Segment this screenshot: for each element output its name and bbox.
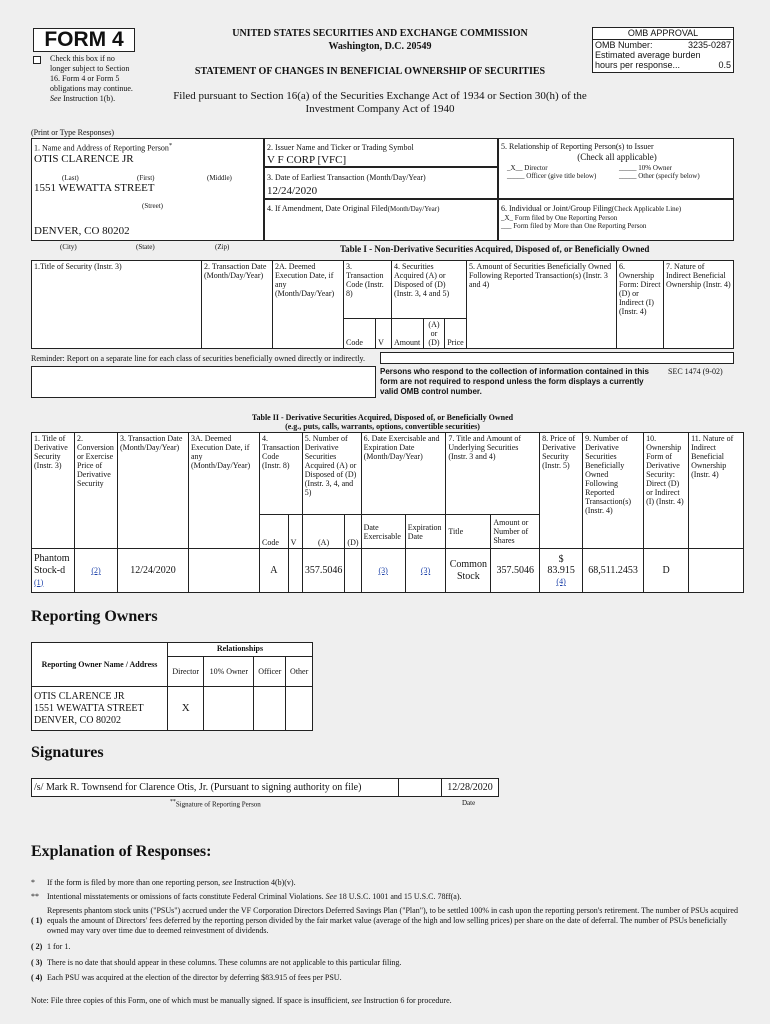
relationship-label: 5. Relationship of Reporting Person(s) to Issuer [501, 142, 654, 151]
signature-table [31, 778, 499, 797]
filed-pursuant-line1: Filed pursuant to Section 16(a) of the Securities Exchange Act of 1934 or Section 30(h) of the [173, 90, 587, 102]
print-type-note: (Print or Type Responses) [31, 128, 115, 137]
footnote-link-2[interactable]: (2) [91, 566, 101, 575]
t2-row-underlying-title: Common Stock [446, 549, 491, 593]
ro-owner-address: OTIS CLARENCE JR 1551 WEWATTA STREET DENVER, CO 80202 [32, 687, 168, 731]
rel-other: _____ Other (specify below) [619, 172, 700, 180]
table1-title: Table I - Non-Derivative Securities Acquired, Disposed of, or Beneficially Owned [340, 244, 650, 254]
signature-label: **Signature of Reporting Person [170, 799, 261, 809]
filing-box [498, 199, 734, 241]
reporting-owners-heading: Reporting Owners [31, 608, 158, 625]
explanation-heading: Explanation of Responses: [31, 843, 212, 860]
footnote-2: ( 2) 1 for 1. [31, 942, 71, 951]
t1-col-code: 3. Transaction Code (Instr. 8) [344, 261, 392, 319]
omb-title: OMB APPROVAL [593, 28, 733, 40]
t1-sub-price: Price [445, 319, 467, 349]
form-title-box [33, 28, 135, 52]
t2-c2: 2. Conversion or Exercise Price of Derivative Security [75, 433, 118, 549]
t2-s-v: V [288, 515, 302, 549]
issuer-box [264, 138, 498, 167]
footnote-4: ( 4) Each PSU was acquired at the election of the director by deferring $83.915 of fees per PSU. [31, 973, 342, 982]
footnote-1: ( 1) Represents phantom stock units ("PSUs") accrued under the VF Corporation Directors Deferred Savings Plan ("Plan"), to be settled 100% in cash upon the reporting person's retirement. The number of PSUs acquired equals the amount of Directors' fees deferred by the reporting person divided by the fair market value (average of the high and low selling prices) per share on the date of deferral. The number of PSUs beneficially owned may vary over time due to deemed reinvestment of dividends. [31, 906, 738, 935]
footnote-link-3b[interactable]: (3) [420, 566, 431, 575]
t2-row-owned: 68,511.2453 [583, 549, 644, 593]
relationship-box [498, 138, 734, 199]
t2-s-amount: Amount or Number of Shares [491, 515, 540, 549]
table-non-derivative [31, 260, 734, 349]
t1-sub-amount: Amount [392, 319, 424, 349]
t2-row-form: D [644, 549, 689, 593]
omb-burden-row: hours per response... 0.5 [595, 60, 731, 70]
omb-number-row: OMB Number: 3235-0287 [595, 40, 731, 50]
signatures-heading: Signatures [31, 744, 104, 761]
t1-col-acquired: 4. Securities Acquired (A) or Disposed of (D) (Instr. 3, 4 and 5) [392, 261, 467, 319]
city-label: (City) [60, 243, 77, 251]
filed-pursuant-line2: Investment Company Act of 1940 [305, 103, 455, 115]
t2-c9: 9. Number of Derivative Securities Beneficially Owned Following Reported Transaction(s) (Instr. 4) [583, 433, 644, 549]
omb-burden-1: Estimated average burden [595, 50, 701, 60]
t2-s-exp: Expiration Date [405, 515, 446, 549]
form-title: FORM 4 [44, 28, 124, 51]
earliest-date-value: 12/24/2020 [267, 185, 318, 197]
t2-c5: 5. Number of Derivative Securities Acquired (A) or Disposed of (D) (Instr. 3, 4, and 5) [302, 433, 361, 515]
explanation-star1: * If the form is filed by more than one reporting person, see Instruction 4(b)(v). [31, 878, 296, 887]
t2-c6: 6. Date Exercisable and Expiration Date (Month/Day/Year) [361, 433, 446, 515]
reporting-person-label: 1. Name and Address of Reporting Person* [34, 142, 173, 153]
amendment-label: 4. If Amendment, Date Original Filed(Month/Day/Year) [267, 204, 440, 213]
ro-col-other: Other [286, 657, 313, 687]
reporting-person-name: OTIS CLARENCE JR [34, 153, 134, 165]
ro-col-ten-pct: 10% Owner [204, 657, 254, 687]
t2-c11: 11. Nature of Indirect Beneficial Ownership (Instr. 4) [689, 433, 744, 549]
t1-col-nature: 7. Nature of Indirect Beneficial Ownership (Instr. 4) [663, 261, 733, 349]
amendment-box [264, 199, 498, 241]
explanation-star2: ** Intentional misstatements or omissions of facts constitute Federal Criminal Violations. See 18 U.S.C. 1001 and 15 U.S.C. 78ff(a). [31, 892, 462, 901]
ro-col-director: Director [168, 657, 204, 687]
t2-c1: 1. Title of Derivative Security (Instr. 3) [32, 433, 75, 549]
t2-row-amount-a: 357.5046 [302, 549, 345, 593]
ro-col-officer: Officer [254, 657, 286, 687]
rel-director: _X__ Director [507, 164, 548, 172]
t1-col-date: 2. Transaction Date (Month/Day/Year) [202, 261, 273, 349]
reminder-blank-box [380, 352, 734, 364]
reminder-text: Reminder: Report on a separate line for each class of securities beneficially owned directly or indirectly. [31, 354, 366, 363]
earliest-date-label: 3. Date of Earliest Transaction (Month/Day/Year) [267, 173, 426, 182]
checkbox-label: Check this box if no longer subject to Section 16. Form 4 or Form 5 obligations may continue. See Instruction 1(b). [50, 54, 133, 103]
t2-s-a: (A) [302, 515, 345, 549]
t2-c10: 10. Ownership Form of Derivative Security: Direct (D) or Indirect (I) (Instr. 4) [644, 433, 689, 549]
table-derivative [31, 432, 744, 593]
date-label: Date [462, 799, 476, 807]
state-label: (State) [136, 243, 155, 251]
t2-s-title: Title [446, 515, 491, 549]
t1-sub-code: Code [344, 319, 376, 349]
signature-value: /s/ Mark R. Townsend for Clarence Otis, Jr. (Pursuant to signing authority on file) [32, 779, 399, 797]
t2-row-title: Phantom Stock-d (1) [32, 549, 75, 593]
rel-officer: _____ Officer (give title below) [507, 172, 597, 180]
t2-row-underlying-amount: 357.5046 [491, 549, 540, 593]
ro-director-mark: X [168, 687, 204, 731]
t1-sub-aord: (A) or (D) [423, 319, 445, 349]
ro-col-name: Reporting Owner Name / Address [32, 643, 168, 687]
t1-col-deemed: 2A. Deemed Execution Date, if any (Month/Day/Year) [273, 261, 344, 349]
agency-city: Washington, D.C. 20549 [328, 41, 432, 52]
signature-date: 12/28/2020 [442, 779, 499, 797]
t2-s-exer: Date Exercisable [361, 515, 405, 549]
t2-c3: 3. Transaction Date (Month/Day/Year) [118, 433, 189, 549]
t2-s-d: (D) [345, 515, 361, 549]
city-value: DENVER, CO 80202 [34, 225, 130, 237]
zip-label: (Zip) [215, 243, 230, 251]
street-label: (Street) [142, 202, 163, 210]
street-value: 1551 WEWATTA STREET [34, 182, 155, 194]
filing-label: 6. Individual or Joint/Group Filing(Check Applicable Line) [501, 204, 682, 213]
t1-col-amount: 5. Amount of Securities Beneficially Owned Following Reported Transaction(s) (Instr. 3 and 4) [466, 261, 616, 349]
footnote-link-3a[interactable]: (3) [378, 566, 388, 575]
last-label: (Last) [62, 174, 79, 182]
t2-c4: 4. Transaction Code (Instr. 8) [260, 433, 303, 515]
agency-name: UNITED STATES SECURITIES AND EXCHANGE COMMISSION [232, 28, 528, 39]
t2-c8: 8. Price of Derivative Security (Instr. 5) [540, 433, 583, 549]
t2-row-code: A [260, 549, 289, 593]
table2-title: Table II - Derivative Securities Acquired, Disposed of, or Beneficially Owned [251, 413, 514, 422]
reporting-owners-table [31, 642, 313, 731]
no-longer-subject-checkbox[interactable] [33, 56, 41, 64]
filing-one: _X_ Form filed by One Reporting Person [501, 214, 618, 222]
statement-title: STATEMENT OF CHANGES IN BENEFICIAL OWNERSHIP OF SECURITIES [194, 66, 546, 77]
rel-ten-pct: _____ 10% Owner [619, 164, 672, 172]
t2-row-price: $ 83.915 (4) [540, 549, 583, 593]
earliest-date-box [264, 167, 498, 199]
filing-more: ___ Form filed by More than One Reporting Person [501, 222, 647, 230]
reporting-person-box [31, 138, 264, 241]
first-label: (First) [137, 174, 155, 182]
table-row [32, 687, 313, 731]
middle-label: (Middle) [207, 174, 232, 182]
sec-number: SEC 1474 (9-02) [668, 367, 723, 376]
t2-row-date: 12/24/2020 [118, 549, 189, 593]
footnote-link-4[interactable]: (4) [556, 577, 566, 586]
issuer-label: 2. Issuer Name and Ticker or Trading Symbol [267, 143, 414, 152]
t1-sub-v: V [376, 319, 392, 349]
t2-s-code: Code [260, 515, 289, 549]
footnote-3: ( 3) There is no date that should appear in these columns. These columns are not applicable to this particular filing. [31, 958, 402, 967]
issuer-value: V F CORP [VFC] [267, 154, 347, 166]
table-row [32, 549, 744, 593]
t1-col-title: 1.Title of Security (Instr. 3) [32, 261, 202, 349]
table2-subtitle: (e.g., puts, calls, warrants, options, convertible securities) [285, 422, 480, 431]
omb-approval-box [592, 27, 734, 73]
persons-notice: Persons who respond to the collection of information contained in this form are not required to respond unless the form displays a currently valid OMB control number. [380, 367, 649, 396]
ro-relationships: Relationships [168, 643, 313, 657]
reminder-left-box [31, 366, 376, 398]
t2-c7: 7. Title and Amount of Underlying Securities (Instr. 3 and 4) [446, 433, 540, 515]
relationship-sublabel: (Check all applicable) [577, 152, 657, 162]
t2-c3a: 3A. Deemed Execution Date, if any (Month/Day/Year) [189, 433, 260, 549]
t1-col-ownership: 6. Ownership Form: Direct (D) or Indirect (I) (Instr. 4) [616, 261, 663, 349]
footnote-link-1[interactable]: (1) [34, 577, 44, 587]
filing-note: Note: File three copies of this Form, one of which must be manually signed. If space is insufficient, see Instruction 6 for procedure. [31, 996, 452, 1005]
